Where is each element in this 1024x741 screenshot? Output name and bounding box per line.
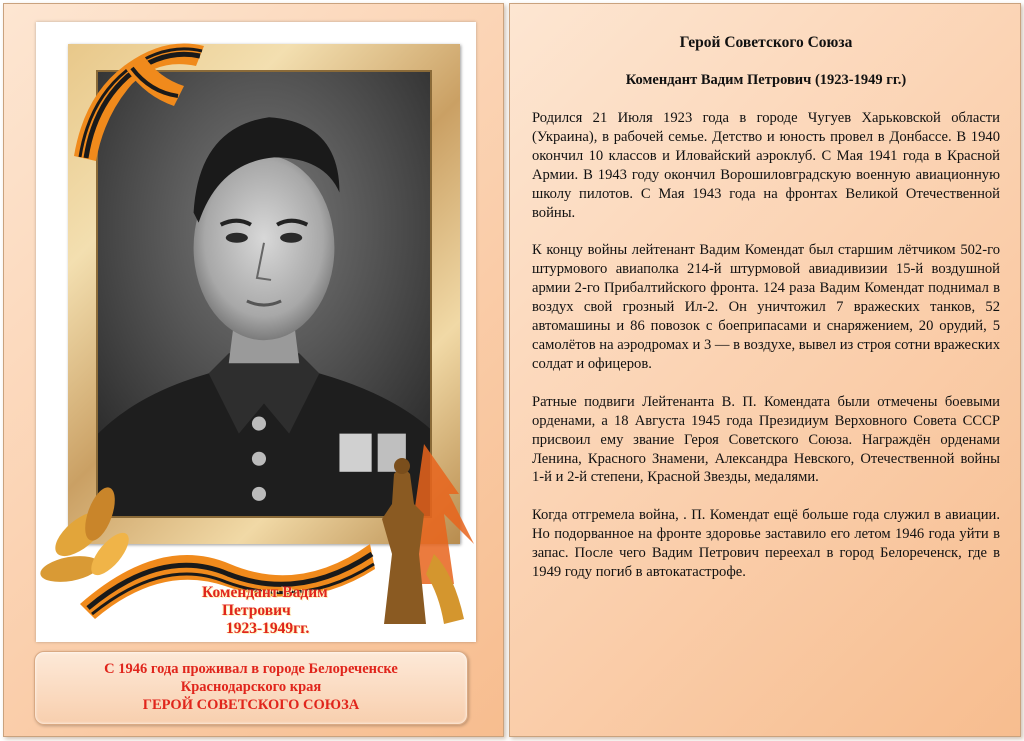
right-panel	[509, 3, 1021, 737]
paragraph-awards: Ратные подвиги Лейтенанта В. П. Комендата были отмечены боевыми орденами, а 18 Августа 1945 года Президиум Верховного Совета СССР присвоил ему звание Героя Советского Союза. Награждён орденами Ленина, Красного Знамени, Александра Невского, Отечественной войны 1-й и 2-й степени, Красной Звезды, медалями.	[532, 393, 1000, 486]
caption-name: Комендант Вадим	[202, 584, 328, 601]
ribbon-top-decoration	[64, 26, 214, 166]
left-panel	[3, 3, 504, 737]
document-subtitle: Комендант Вадим Петрович (1923-1949 гг.)	[625, 72, 907, 88]
caption-years: 1923-1949гг.	[226, 620, 310, 637]
paragraph-after-war: Когда отгремела война, . П. Комендат ещё больше года служил в авиации. Но подорванное на фронте здоровье заставило его летом 1946 года уйти в запас. После чего Вадим Петрович переехал в город Белореченск, где в 1949 году погиб в автокатастрофе.	[532, 507, 1000, 581]
residence-info-box	[34, 651, 468, 725]
info-line-3: ГЕРОЙ СОВЕТСКОГО СОЮЗА	[142, 697, 360, 713]
caption-patronymic: Петрович	[222, 602, 291, 619]
info-line-2: Краснодарского края	[180, 679, 322, 695]
document-title: Герой Советского Союза	[679, 34, 853, 51]
biography-text	[532, 34, 1000, 601]
info-line-1: С 1946 года проживал в городе Белореченске	[104, 661, 398, 677]
paragraph-birth: Родился 21 Июля 1923 года в городе Чугуев Харьковской области (Украина), в рабочей семье. Детство и юность провел в Донбассе. В 1940 окончил 10 классов и Иловайский аэроклуб. С Мая 1941 года в Красной Армии. В 1943 году окончил Ворошиловградскую военную авиационную школу пилотов. С Мая 1943 года на фронтах Великой Отечественной войны.	[532, 110, 1000, 221]
paragraph-war: К концу войны лейтенант Вадим Комендат был старшим лётчиком 502-го штурмового авиаполка 214-й штурмовой авиадивизии 15-й воздушной армии 2-го Прибалтийского фронта. 124 раза Вадим Комендат поднимал в воздух свой грозный Ил-2. Он уничтожил 7 вражеских танков, 52 автомашины и 86 повозок с боеприпасами и снаряжением, 20 орудий, 5 самолётов на аэродромах и 3 — в воздухе, вывел из строя сотни вражеских солдат и офицеров.	[532, 242, 1000, 372]
portrait-caption	[194, 584, 384, 638]
